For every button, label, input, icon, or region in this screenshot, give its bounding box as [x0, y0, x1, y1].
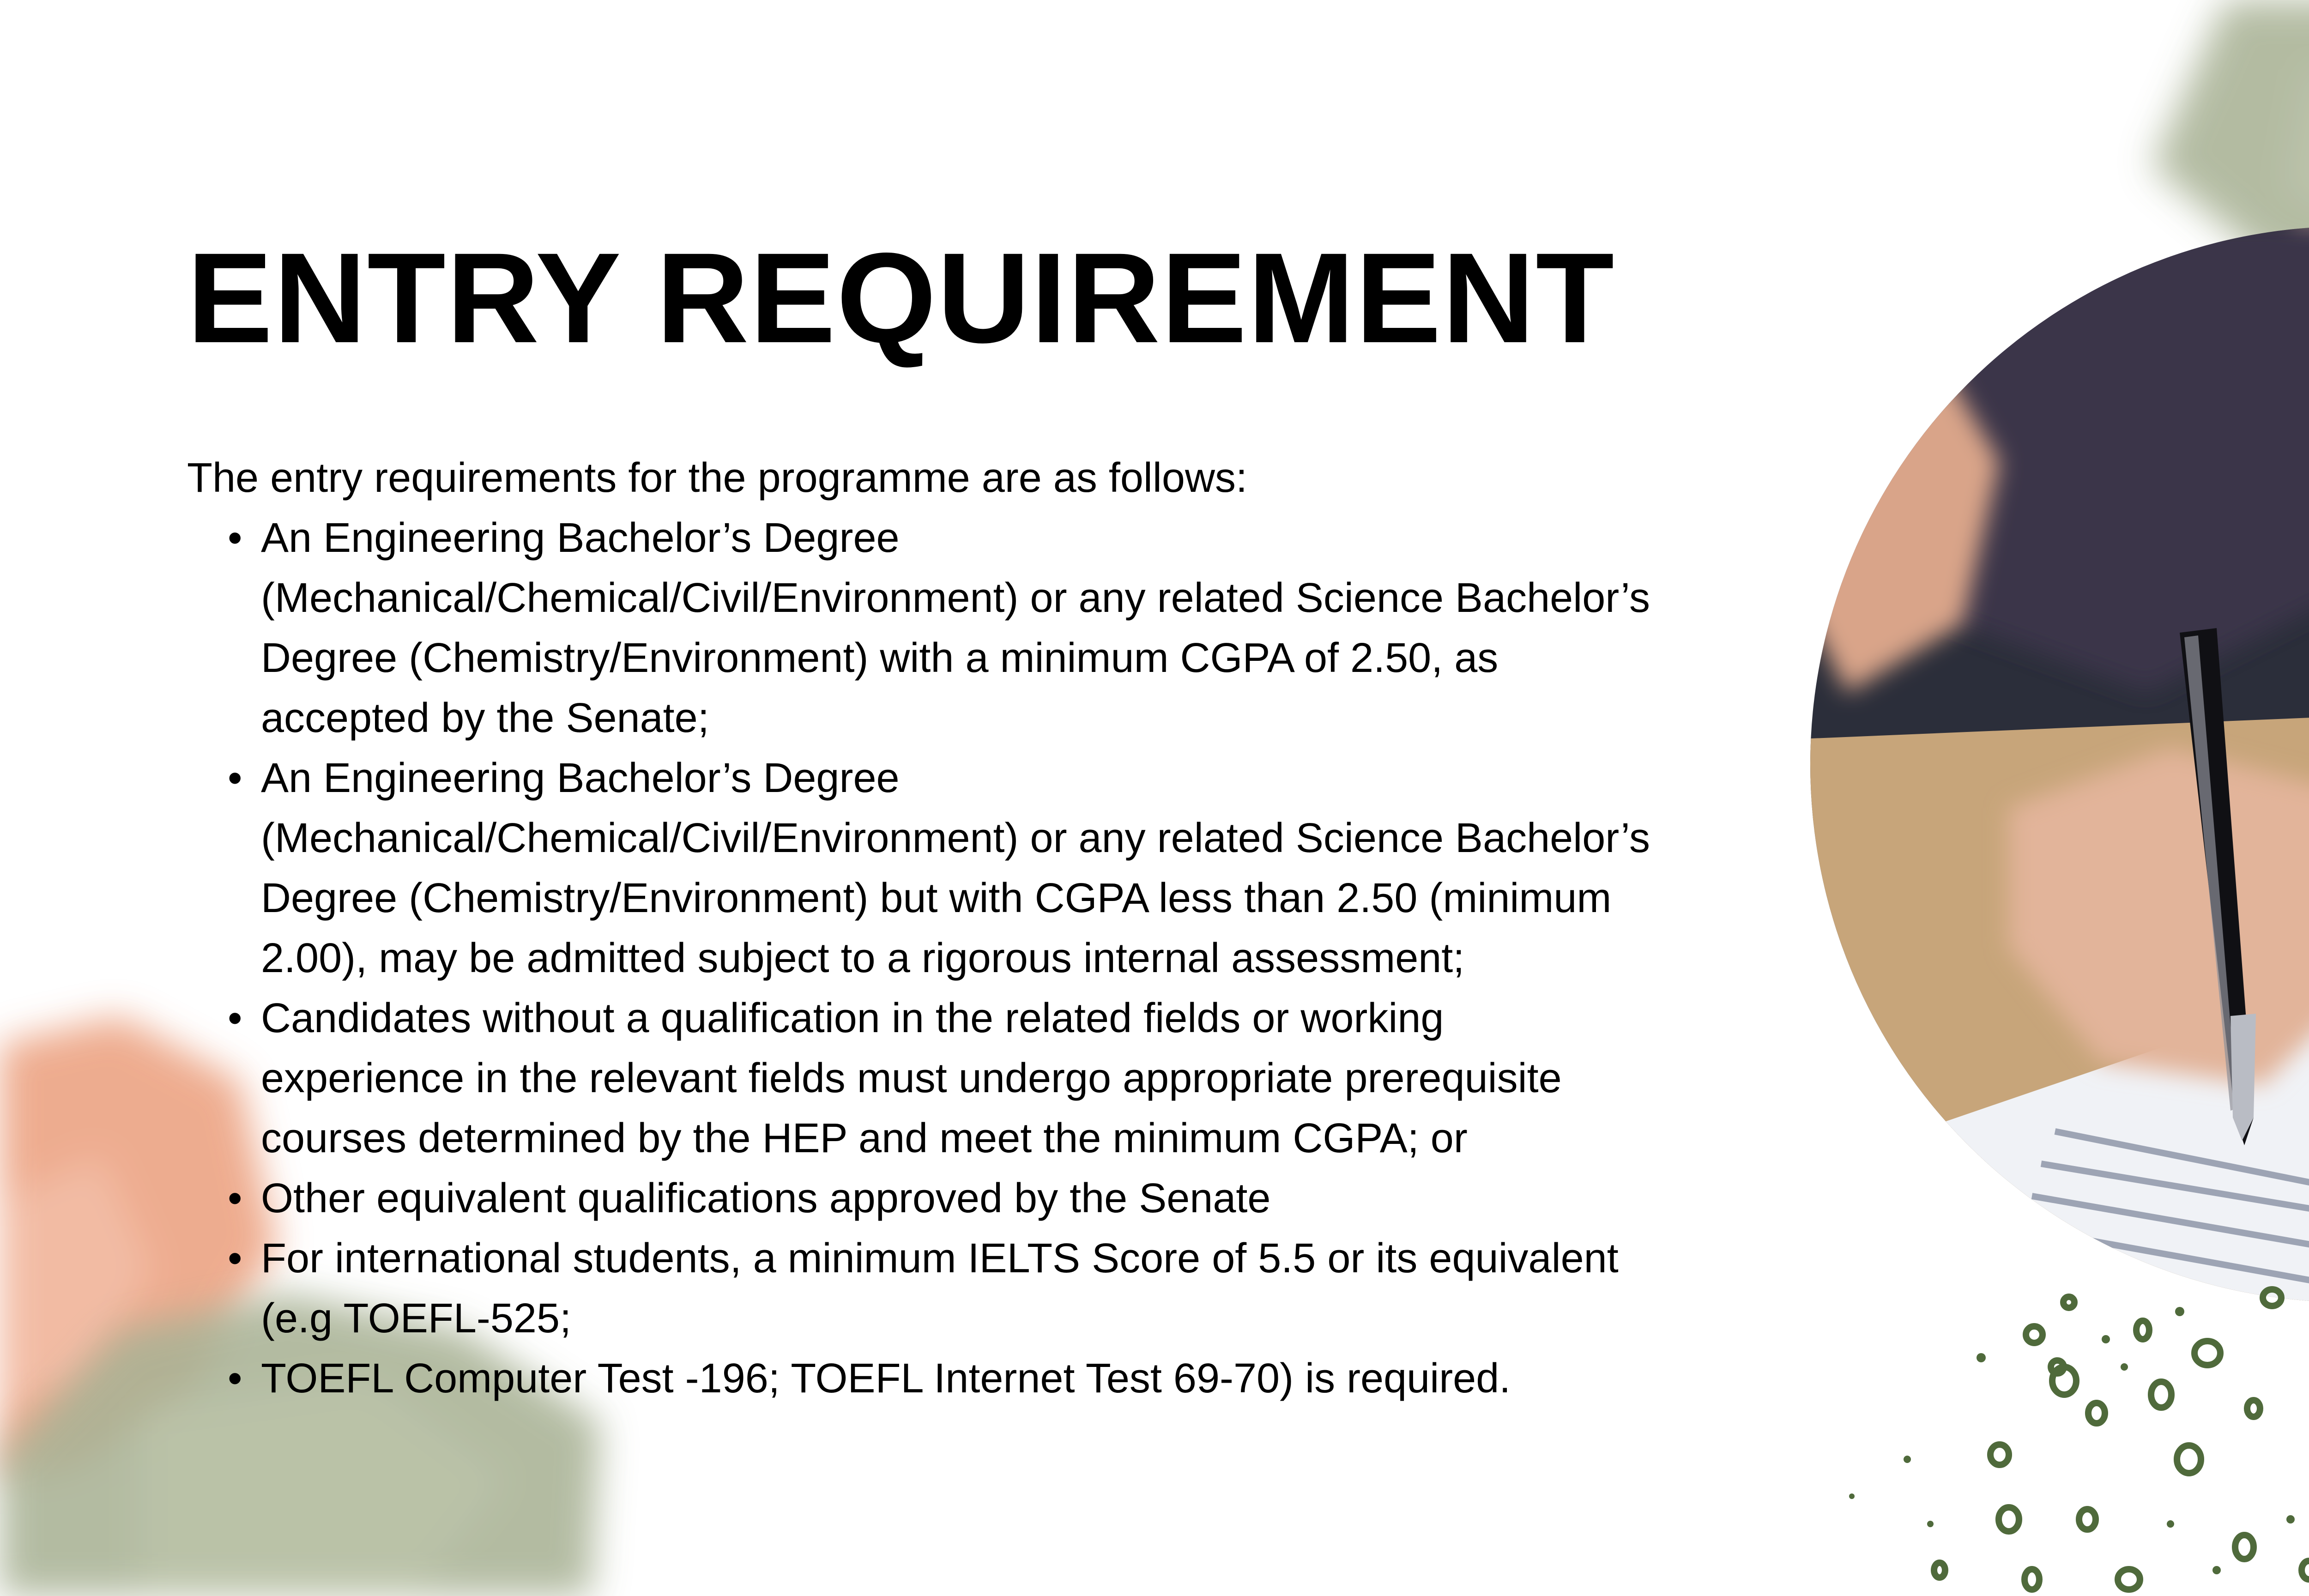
- bullet-marker: •: [228, 1355, 242, 1402]
- requirement-text-line: TOEFL Computer Test -196; TOEFL Internet Test 69-70) is required.: [261, 1355, 1511, 1402]
- requirement-text-line: An Engineering Bachelor’s Degree: [261, 755, 900, 801]
- bullet-marker: •: [228, 755, 242, 801]
- requirement-text-line: accepted by the Senate;: [261, 695, 709, 741]
- requirement-text-line: (Mechanical/Chemical/Civil/Environment) or any related Science Bachelor’s: [261, 575, 1650, 621]
- requirement-text-line: (Mechanical/Chemical/Civil/Environment) or any related Science Bachelor’s: [261, 815, 1650, 861]
- requirement-text-line: An Engineering Bachelor’s Degree: [261, 515, 900, 561]
- signing-photo: [1801, 222, 2309, 1339]
- requirements-list: [187, 508, 1748, 1409]
- bullet-marker: •: [228, 515, 242, 561]
- requirement-text-line: experience in the relevant fields must undergo appropriate prerequisite: [261, 1055, 1562, 1101]
- text-content: [187, 222, 1748, 1409]
- bullet-marker: •: [228, 1235, 242, 1282]
- requirement-item: [228, 1168, 1748, 1228]
- requirement-text-line: Degree (Chemistry/Environment) but with CGPA less than 2.50 (minimum: [261, 875, 1612, 921]
- requirement-item: [228, 1348, 1748, 1409]
- intro-text: The entry requirements for the programme are as follows:: [187, 455, 1247, 501]
- requirement-item: [228, 988, 1748, 1168]
- requirement-text-line: Candidates without a qualification in the related fields or working: [261, 995, 1444, 1041]
- green-dots-pattern: [1934, 1289, 2309, 1590]
- requirement-text-line: courses determined by the HEP and meet the minimum CGPA; or: [261, 1115, 1468, 1161]
- requirement-item: [228, 748, 1748, 988]
- page-title: ENTRY REQUIREMENT: [187, 226, 1615, 369]
- requirement-text-line: 2.00), may be admitted subject to a rigorous internal assessment;: [261, 935, 1465, 981]
- requirement-text-line: (e.g TOEFL-525;: [261, 1295, 572, 1342]
- requirement-item: [228, 1228, 1748, 1348]
- bullet-marker: •: [228, 1175, 242, 1221]
- requirement-text-line: Other equivalent qualifications approved by the Senate: [261, 1175, 1271, 1221]
- requirement-text-line: For international students, a minimum IELTS Score of 5.5 or its equivalent: [261, 1235, 1619, 1282]
- bullet-marker: •: [228, 995, 242, 1041]
- requirement-item: [228, 508, 1748, 748]
- requirement-text-line: Degree (Chemistry/Environment) with a minimum CGPA of 2.50, as: [261, 635, 1499, 681]
